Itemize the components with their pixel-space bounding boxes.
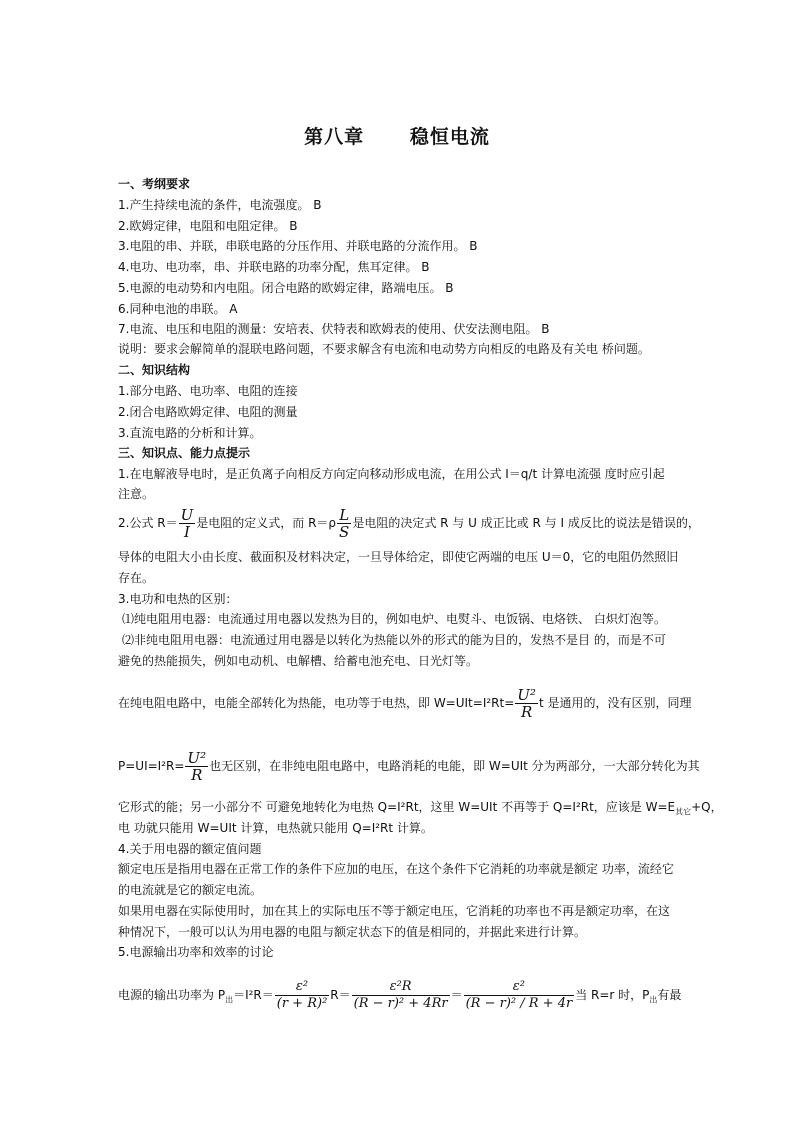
requirement-item: 1.产生持续电流的条件，电流强度。 B: [118, 198, 322, 212]
fraction-numerator: L: [337, 507, 351, 524]
subscript: 其它: [675, 807, 692, 817]
paragraph-line: 存在。: [118, 571, 155, 585]
fraction-u-over-i: [179, 507, 196, 540]
fraction-numerator: U²: [517, 686, 536, 704]
paragraph-line: 1.在电解液导电时，是正负离子向相反方向定向移动形成电流，在用公式 I＝q/t 计算电流强 度时应引起: [118, 467, 665, 481]
requirement-note: 说明：要求会解简单的混联电路问题，不要求解含有电流和电动势方向相反的电路及有关电 桥问题。: [118, 342, 650, 356]
requirement-item: 4.电功、电功率，串、并联电路的功率分配，焦耳定律。 B: [118, 260, 430, 274]
formula-line-power: [118, 746, 700, 786]
text-run: 是电阻的定义式，而 R＝ρ: [196, 516, 337, 530]
fraction-denominator: (r + R)²: [276, 996, 328, 1011]
paragraph-line: 种情况下，一般可以认为用电器的电阻与额定状态下的值是相同的，并据此来进行计算。: [118, 925, 587, 939]
text-run: 在纯电阻电路中，电能全部转化为热能，电功等于电热，即 W=UIt=I²Rt=: [118, 696, 515, 710]
fraction-numerator: ε²R: [352, 979, 450, 996]
paragraph-line: 注意。: [118, 487, 155, 501]
fraction-numerator: ε²: [464, 979, 575, 996]
fraction-denominator: (R − r)² / R + 4r: [465, 996, 573, 1011]
text-run: 它形式的能；另一小部分不 可避免地转化为电热 Q=I²Rt，这里 W=UIt 不再等于 Q=I²Rt，应该是 W=E: [118, 800, 676, 814]
fraction-output-2: [352, 979, 450, 1012]
formula-line-resistance: [118, 505, 700, 541]
section-heading-exam-requirements: 一、考纲要求: [118, 177, 191, 191]
requirement-item: 6.同种电池的串联。 A: [118, 302, 238, 316]
formula-line-output-power: [118, 973, 682, 1017]
section-heading-key-points: 三、知识点、能力点提示: [118, 446, 251, 460]
chapter-title: 第八章 稳恒电流: [304, 126, 490, 148]
structure-item: 1.部分电路、电功率、电阻的连接: [118, 384, 298, 398]
text-run: 电源的输出功率为 P: [118, 988, 226, 1002]
text-run: 当 R=r 时，P: [575, 988, 650, 1002]
fraction-denominator: R: [520, 703, 533, 721]
fraction-output-3: [464, 979, 575, 1012]
paragraph-line: 导体的电阻大小由长度、截面积及材料决定，一旦导体给定，即使它两端的电压 U＝0，它的电阻仍然照旧: [118, 550, 679, 564]
structure-item: 2.闭合电路欧姆定律、电阻的测量: [118, 405, 298, 419]
requirement-item: 2.欧姆定律，电阻和电阻定律。 B: [118, 219, 298, 233]
paragraph-line: 的电流就是它的额定电流。: [118, 883, 263, 897]
subscript: 出: [225, 995, 234, 1005]
fraction-l-over-s: [337, 507, 351, 540]
fraction-numerator: U: [180, 506, 194, 524]
paragraph-line: 5.电源输出功率和效率的讨论: [118, 945, 274, 959]
text-run: 2.公式 R＝: [118, 516, 178, 530]
paragraph-line: ⑵非纯电阻用电器：电流通过用电器是以转化为热能以外的形式的能为目的，发热不是目 的，而是不可: [122, 633, 666, 647]
text-run: 也无区别，在非纯电阻电路中，电路消耗的电能，即 W=UIt 分为两部分，一大部分转化为其: [209, 759, 700, 773]
fraction-denominator: R: [191, 766, 203, 784]
fraction-denominator: S: [339, 523, 350, 541]
paragraph-line: 额定电压是指用电器在正常工作的条件下应加的电压，在这个条件下它消耗的功率就是额定 功率，流经它: [118, 862, 674, 876]
text-run: +Q，: [691, 800, 723, 814]
section-heading-knowledge-structure: 二、知识结构: [118, 363, 191, 377]
paragraph-line: ⑴纯电阻用电器：电流通过用电器以发热为目的，例如电炉、电熨斗、电饭锅、电烙铁、 白炽灯泡等。: [122, 612, 666, 626]
paragraph-line: 如果用电器在实际使用时，加在其上的实际电压不等于额定电压，它消耗的功率也不再是额定功率，在这: [118, 904, 671, 918]
text-run: R＝: [330, 988, 351, 1002]
structure-item: 3.直流电路的分析和计算。: [118, 426, 262, 440]
paragraph-line: [118, 800, 723, 817]
fraction-denominator: I: [183, 523, 190, 541]
requirement-item: 5.电源的电动势和内电阻。闭合电路的欧姆定律，路端电压。 B: [118, 281, 454, 295]
text-run: t 是通用的，没有区别，同理: [538, 696, 692, 710]
subscript: 出: [649, 995, 658, 1005]
fraction-u2-over-r: [515, 687, 538, 720]
fraction-numerator: U²: [187, 749, 207, 767]
text-run: ＝I²R＝: [233, 988, 274, 1002]
text-run: 是电阻的决定式 R 与 U 成正比或 R 与 I 成反比的说法是错误的，: [352, 516, 700, 530]
paragraph-line: 电 功就只能用 W=UIt 计算，电热就只能用 Q=I²Rt 计算。: [118, 821, 433, 835]
fraction-output-1: [275, 979, 330, 1012]
text-run: ＝: [450, 988, 463, 1002]
text-run: 有最: [657, 988, 682, 1002]
paragraph-line: 3.电功和电热的区别：: [118, 592, 238, 606]
fraction-denominator: (R − r)² + 4Rr: [353, 996, 448, 1011]
fraction-u2-over-r: [185, 750, 208, 783]
requirement-item: 7.电流、电压和电阻的测量：安培表、伏特表和欧姆表的使用、伏安法测电阻。 B: [118, 322, 550, 336]
paragraph-line: 4.关于用电器的额定值问题: [118, 842, 262, 856]
formula-line-work: [118, 683, 692, 723]
fraction-numerator: ε²: [275, 979, 330, 996]
text-run: P=UI=I²R=: [118, 759, 185, 773]
requirement-item: 3.电阻的串、并联，串联电路的分压作用、并联电路的分流作用。 B: [118, 239, 478, 253]
paragraph-line: 避免的热能损失，例如电动机、电解槽、给蓄电池充电、日光灯等。: [118, 654, 479, 668]
